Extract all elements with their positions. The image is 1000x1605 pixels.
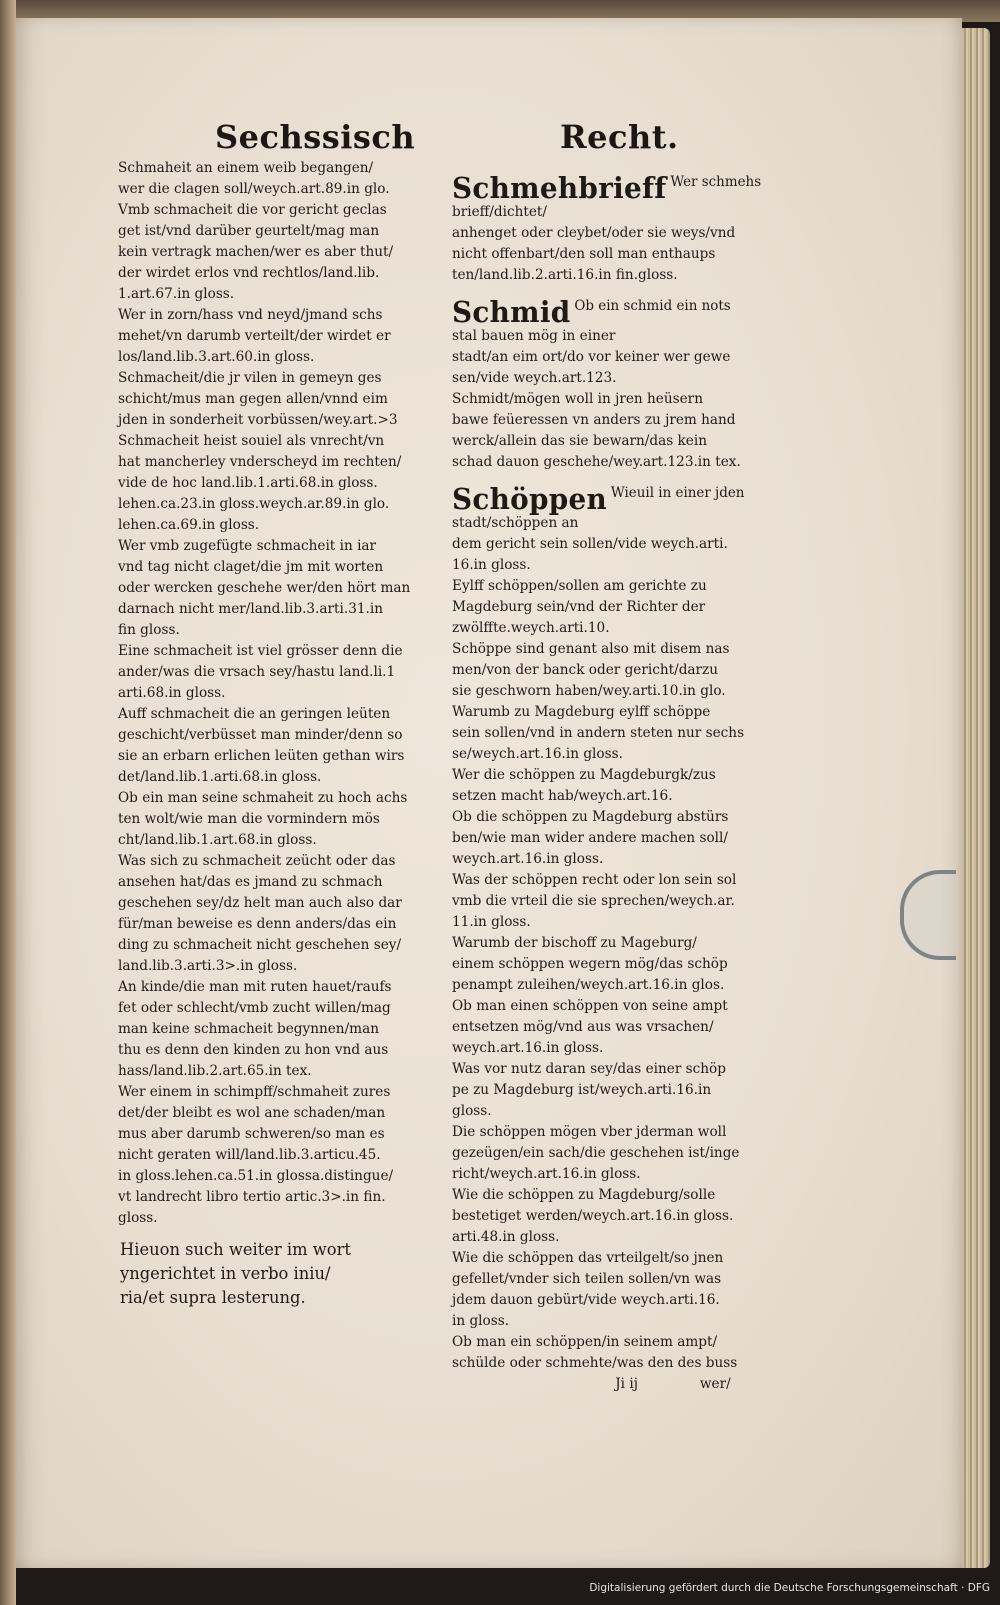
text-line: einem schöppen wegern mög/das schöp [452, 956, 728, 972]
text-line: Wer vmb zugefügte schmacheit in iar [118, 538, 377, 554]
text-line: Schöppe sind genant also mit disem nas [452, 641, 730, 657]
entry-text-line: Wer schmehs [670, 174, 762, 190]
text-line: Die schöppen mögen vber jderman woll [452, 1124, 727, 1140]
text-line: stadt/an eim ort/do vor keiner wer gewe [452, 349, 731, 365]
text-line: ben/wie man wider andere machen soll/ [452, 830, 728, 846]
left-column [118, 158, 440, 1229]
text-line: land.lib.3.arti.3>.in gloss. [118, 958, 298, 974]
text-line: get ist/vnd darüber geurtelt/mag man [118, 223, 380, 239]
text-line: Schmacheit heist souiel als vnrecht/vn [118, 433, 385, 449]
text-line: se/weych.art.16.in gloss. [452, 746, 623, 762]
text-line: zwölffte.weych.arti.10. [452, 620, 610, 636]
text-line: mus aber darumb schweren/so man es [118, 1126, 385, 1142]
text-line: Was vor nutz daran sey/das einer schöp [452, 1061, 726, 1077]
text-line: wer die clagen soll/weych.art.89.in glo. [118, 181, 390, 197]
text-line: Eylff schöppen/sollen am gerichte zu [452, 578, 707, 594]
text-line: gloss. [118, 1210, 158, 1226]
entry-schoeppen [452, 513, 774, 1374]
text-line: det/der bleibt es wol ane schaden/man [118, 1105, 386, 1121]
text-line: stadt/schöppen an [452, 515, 579, 531]
text-line: der wirdet erlos vnd rechtlos/land.lib. [118, 265, 380, 281]
text-line: Wer in zorn/hass vnd neyd/jmand schs [118, 307, 383, 323]
right-column [452, 162, 774, 1395]
text-line: schad dauon geschehe/wey.art.123.in tex. [452, 454, 741, 470]
headword-schmid: Schmid [452, 295, 571, 329]
text-line: thu es denn den kinden zu hon vnd aus [118, 1042, 389, 1058]
text-line: Warumb zu Magdeburg eylff schöppe [452, 704, 711, 720]
text-line: stal bauen mög in einer [452, 328, 616, 344]
text-line: nicht offenbart/den soll man enthaups [452, 246, 716, 262]
entry-schmid [452, 326, 774, 473]
text-line: kein vertragk machen/wer es aber thut/ [118, 244, 394, 260]
text-line: sen/vide weych.art.123. [452, 370, 617, 386]
text-line: ten wolt/wie man die vormindern mös [118, 811, 380, 827]
text-line: ding zu schmacheit nicht geschehen sey/ [118, 937, 402, 953]
text-line: man keine schmacheit begynnen/man [118, 1021, 379, 1037]
text-line: geschicht/verbüsset man minder/denn so [118, 727, 403, 743]
dfg-footer: Digitalisierung gefördert durch die Deutsche Forschungsgemeinschaft · DFG [589, 1582, 990, 1594]
text-line: men/von der banck oder gericht/darzu [452, 662, 719, 678]
headword-schmehbrieff: Schmehbrieff [452, 171, 667, 205]
text-line: Magdeburg sein/vnd der Richter der [452, 599, 706, 615]
text-line: Eine schmacheit ist viel grösser denn die [118, 643, 403, 659]
text-line: Wie die schöppen das vrteilgelt/so jnen [452, 1250, 724, 1266]
headword-line [452, 162, 762, 205]
text-line: 11.in gloss. [452, 914, 531, 930]
text-line: weych.art.16.in gloss. [452, 1040, 604, 1056]
text-line: Warumb der bischoff zu Mageburg/ [452, 935, 697, 951]
text-line: mehet/vn darumb verteilt/der wirdet er [118, 328, 391, 344]
entry-schmehbrieff [452, 202, 774, 286]
text-line: nicht geraten will/land.lib.3.articu.45. [118, 1147, 381, 1163]
signature-mark: Ji ij [615, 1376, 638, 1392]
signature-line [452, 1374, 761, 1395]
text-line: sie geschworn haben/wey.arti.10.in glo. [452, 683, 726, 699]
text-line: vide de hoc land.lib.1.arti.68.in gloss. [118, 475, 378, 491]
text-line: schülde oder schmehte/was den des buss [452, 1355, 738, 1371]
text-line: bestetiget werden/weych.art.16.in gloss. [452, 1208, 734, 1224]
text-line: hass/land.lib.2.art.65.in tex. [118, 1063, 312, 1079]
text-line: Ob man ein schöppen/in seinem ampt/ [452, 1334, 718, 1350]
text-line: Schmaheit an einem weib begangen/ [118, 160, 374, 176]
text-line: für/man beweise es denn anders/das ein [118, 916, 397, 932]
text-line: oder wercken geschehe wer/den hört man [118, 580, 411, 596]
left-column-closing [120, 1238, 440, 1310]
text-line: Hieuon such weiter im wort [120, 1240, 351, 1260]
text-line: anhenget oder cleybet/oder sie weys/vnd [452, 225, 736, 241]
text-line: vt landrecht libro tertio artic.3>.in fin. [118, 1189, 386, 1205]
text-line: ansehen hat/das es jmand zu schmach [118, 874, 383, 890]
text-line: Schmidt/mögen woll in jren heüsern [452, 391, 703, 407]
text-line: lehen.ca.23.in gloss.weych.ar.89.in glo. [118, 496, 390, 512]
headword-schoeppen: Schöppen [452, 482, 608, 516]
text-line: lehen.ca.69.in gloss. [118, 517, 260, 533]
text-line: sein sollen/vnd in andern steten nur sechs [452, 725, 745, 741]
text-line: Wer die schöppen zu Magdeburgk/zus [452, 767, 716, 783]
text-line: Wie die schöppen zu Magdeburg/solle [452, 1187, 716, 1203]
text-line: fin gloss. [118, 622, 180, 638]
text-line: vnd tag nicht claget/die jm mit worten [118, 559, 384, 575]
text-line: in gloss.lehen.ca.51.in glossa.distingue/ [118, 1168, 394, 1184]
text-line: ten/land.lib.2.arti.16.in fin.gloss. [452, 267, 678, 283]
text-line: Vmb schmacheit die vor gericht geclas [118, 202, 387, 218]
text-line: setzen macht hab/weych.art.16. [452, 788, 673, 804]
text-line: An kinde/die man mit ruten hauet/raufs [118, 979, 392, 995]
text-line: Ob die schöppen zu Magdeburg abstürs [452, 809, 729, 825]
text-line: sie an erbarn erlichen leüten gethan wirs [118, 748, 405, 764]
text-line: jden in sonderheit vorbüssen/wey.art.>3 [118, 412, 398, 428]
text-line: Auff schmacheit die an geringen leüten [118, 706, 391, 722]
text-line: Ob man einen schöppen von seine ampt [452, 998, 728, 1014]
text-line: gefellet/vnder sich teilen sollen/vn was [452, 1271, 722, 1287]
text-line: pe zu Magdeburg ist/weych.arti.16.in [452, 1082, 712, 1098]
text-line: brieff/dichtet/ [452, 204, 547, 220]
text-line: vmb die vrteil die sie sprechen/weych.ar. [452, 893, 735, 909]
text-line: yngerichtet in verbo iniu/ [120, 1264, 331, 1284]
text-line: 1.art.67.in gloss. [118, 286, 235, 302]
text-line: in gloss. [452, 1313, 510, 1329]
headword-line [452, 286, 761, 329]
text-line: schicht/mus man gegen allen/vnnd eim [118, 391, 388, 407]
book-binding-left [0, 0, 16, 1605]
text-line: los/land.lib.3.art.60.in gloss. [118, 349, 315, 365]
catchword: wer/ [699, 1376, 731, 1392]
text-line: darnach nicht mer/land.lib.3.arti.31.in [118, 601, 384, 617]
text-line: fet oder schlecht/vmb zucht willen/mag [118, 1000, 391, 1016]
text-line: geschehen sey/dz helt man auch also dar [118, 895, 402, 911]
text-line: bawe feüeressen vn anders zu jrem hand [452, 412, 736, 428]
text-line: arti.48.in gloss. [452, 1229, 560, 1245]
headword-line [452, 473, 761, 516]
text-line: Was sich zu schmacheit zeücht oder das [118, 853, 396, 869]
text-line: 16.in gloss. [452, 557, 531, 573]
text-line: Schmacheit/die jr vilen in gemeyn ges [118, 370, 382, 386]
text-line: hat mancherley vnderscheyd im rechten/ [118, 454, 402, 470]
text-line: Wer einem in schimpff/schmaheit zures [118, 1084, 391, 1100]
text-line: jdem dauon gebürt/vide weych.arti.16. [452, 1292, 720, 1308]
text-line: det/land.lib.1.arti.68.in gloss. [118, 769, 322, 785]
text-line: penampt zuleihen/weych.art.16.in glos. [452, 977, 725, 993]
text-line: dem gericht sein sollen/vide weych.arti. [452, 536, 728, 552]
text-line: Ob ein man seine schmaheit zu hoch achs [118, 790, 408, 806]
text-line: arti.68.in gloss. [118, 685, 226, 701]
text-line: Was der schöppen recht oder lon sein sol [452, 872, 737, 888]
text-line: entsetzen mög/vnd aus was vrsachen/ [452, 1019, 714, 1035]
text-line: ria/et supra lesterung. [120, 1288, 306, 1308]
text-line: werck/allein das sie bewarn/das kein [452, 433, 707, 449]
running-header-right: Recht. [560, 118, 679, 156]
text-line: cht/land.lib.1.art.68.in gloss. [118, 832, 317, 848]
text-line: ander/was die vrsach sey/hastu land.li.1 [118, 664, 396, 680]
entry-text-line: Ob ein schmid ein nots [574, 298, 731, 314]
text-line: gezeügen/ein sach/die geschehen ist/inge [452, 1145, 740, 1161]
text-line: gloss. [452, 1103, 492, 1119]
running-header-left: Sechssisch [215, 118, 416, 156]
text-line: richt/weych.art.16.in gloss. [452, 1166, 641, 1182]
entry-text-line: Wieuil in einer jden [610, 485, 745, 501]
text-line: weych.art.16.in gloss. [452, 851, 604, 867]
